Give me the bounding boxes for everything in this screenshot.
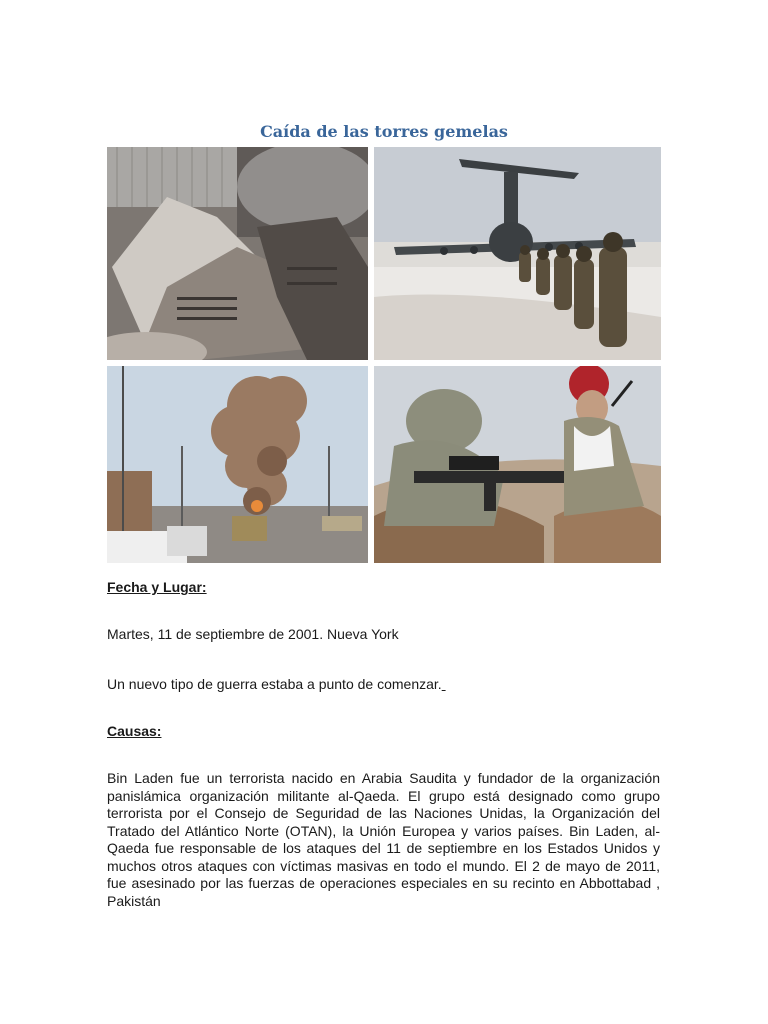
intro-text <box>107 676 660 694</box>
aircraft-soldiers-photo <box>374 147 661 360</box>
fecha-text: Martes, 11 de septiembre de 2001. Nueva York <box>107 626 399 642</box>
soldiers-rifle-photo <box>374 366 661 563</box>
photo-grid <box>107 147 661 563</box>
document-title: Caída de las torres gemelas <box>260 122 508 141</box>
intro-text-content: Un nuevo tipo de guerra estaba a punto de comenzar. <box>107 676 442 692</box>
causas-text: Bin Laden fue un terrorista nacido en Arabia Saudita y fundador de la organización panislámica organización militante al-Qaeda. El grupo está designado como grupo terrorista por el Consejo de Seguridad de las Naciones Unidas, la Organización del Tratado del Atlántico Norte (OTAN), la Unión Europea y varios países. Bin Laden, al-Qaeda fue responsable de los ataques del 11 de septiembre en los Estados Unidos y muchos otros ataques con víctimas masivas en todo el mundo. El 2 de mayo de 2011, fue asesinado por las fuerzas de operaciones especiales en su recinto en Abbottabad , Pakistán <box>107 770 660 909</box>
explosion-photo <box>107 366 368 563</box>
causas-heading: Causas: <box>107 723 162 739</box>
fecha-heading: Fecha y Lugar: <box>107 579 207 595</box>
ruins-photo <box>107 147 368 360</box>
